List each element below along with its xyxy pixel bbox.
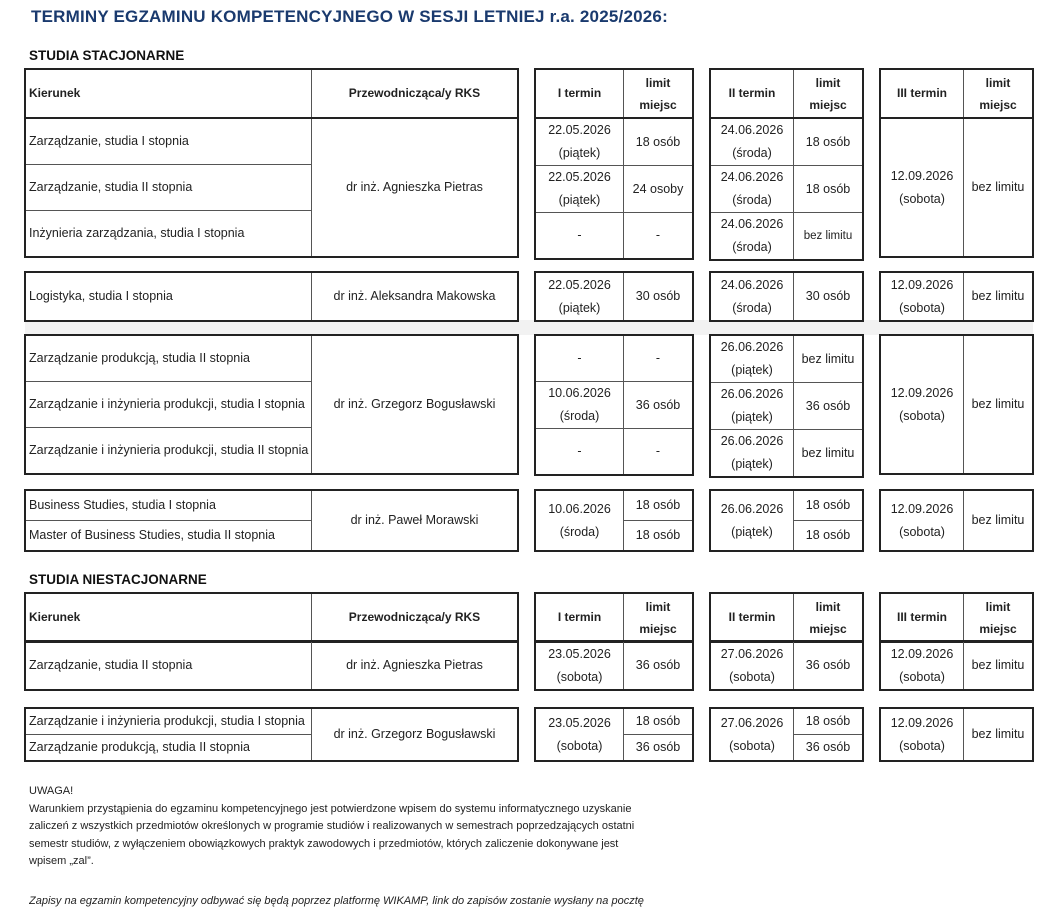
date-cell: 24.06.2026 (środa) — [711, 119, 794, 166]
header-rks: Przewodnicząca/y RKS — [312, 70, 518, 118]
stac-g4-t1 — [535, 490, 693, 551]
kierunek-cell: Zarządzanie i inżynieria produkcji, studia I stopnia — [26, 382, 312, 428]
date-cell: 10.06.2026 (środa) — [536, 382, 624, 429]
niestac-g2-t3 — [880, 708, 1033, 761]
niestac-g2-t1 — [535, 708, 693, 761]
niestac-g1-t1 — [535, 641, 693, 690]
date-cell: - — [536, 429, 624, 475]
section-title-stacjonarne: STUDIA STACJONARNE — [29, 48, 185, 63]
stac-g1-t1 — [535, 118, 693, 259]
rks-cell: dr inż. Grzegorz Bogusławski — [312, 336, 518, 474]
limit-cell: bez limitu — [964, 709, 1033, 761]
uwaga-label: UWAGA! — [29, 785, 74, 797]
niestac-g2-t2 — [710, 708, 863, 761]
date-cell: 12.09.2026 (sobota) — [881, 273, 964, 321]
limit-cell: - — [624, 336, 693, 382]
limit-cell: 36 osób — [794, 642, 863, 690]
limit-cell: - — [624, 213, 693, 259]
limit-cell: 30 osób — [794, 273, 863, 321]
limit-cell: 18 osób — [624, 709, 693, 735]
niestac-t1-header — [535, 593, 693, 642]
limit-cell: 36 osób — [794, 383, 863, 430]
rks-cell: dr inż. Agnieszka Pietras — [312, 119, 518, 257]
kierunek-cell: Zarządzanie, studia I stopnia — [26, 119, 312, 165]
stac-t1-header — [535, 69, 693, 118]
stac-g2-t2 — [710, 272, 863, 321]
header-limit: limit miejsc — [964, 594, 1033, 642]
header-t2: II termin — [711, 594, 794, 642]
kierunek-cell: Zarządzanie i inżynieria produkcji, studia II stopnia — [26, 428, 312, 474]
niestac-g1-t3 — [880, 641, 1033, 690]
date-cell: 26.06.2026 (piątek) — [711, 491, 794, 551]
stac-g4-t2 — [710, 490, 863, 551]
note-line: zaliczeń z wszystkich przedmiotów określonych w programie studiów i realizowanych w semestrach poprzedzających ostatni — [29, 820, 635, 832]
rks-cell: dr inż. Agnieszka Pietras — [312, 642, 518, 690]
limit-cell: bez limitu — [964, 642, 1033, 690]
kierunek-cell: Master of Business Studies, studia II stopnia — [26, 521, 312, 551]
niestac-header-left — [25, 593, 518, 642]
date-cell: - — [536, 336, 624, 382]
stac-g2-left — [25, 272, 518, 321]
header-kierunek: Kierunek — [26, 70, 312, 118]
date-cell: 22.05.2026 (piątek) — [536, 119, 624, 166]
header-limit: limit miejsc — [794, 70, 863, 118]
limit-cell: 18 osób — [624, 521, 693, 551]
section-title-niestacjonarne: STUDIA NIESTACJONARNE — [29, 572, 207, 587]
niestac-g1-t2 — [710, 641, 863, 690]
limit-cell: 30 osób — [624, 273, 693, 321]
kierunek-cell: Zarządzanie, studia II stopnia — [26, 165, 312, 211]
date-cell: 23.05.2026 (sobota) — [536, 642, 624, 690]
limit-cell: 18 osób — [794, 491, 863, 521]
limit-cell: bez limitu — [794, 336, 863, 383]
header-limit: limit miejsc — [624, 594, 693, 642]
stac-g1-left — [25, 118, 518, 257]
date-cell: 12.09.2026 (sobota) — [881, 336, 964, 474]
limit-cell: 36 osób — [624, 642, 693, 690]
header-t2: II termin — [711, 70, 794, 118]
notes-block — [29, 783, 634, 871]
zapisy-note: Zapisy na egzamin kompetencyjny odbywać się będą poprzez platformę WIKAMP, link do zapisów zostanie wysłany na pocztę — [29, 895, 644, 907]
date-cell: 22.05.2026 (piątek) — [536, 166, 624, 213]
limit-cell: bez limitu — [794, 213, 863, 260]
header-limit: limit miejsc — [624, 70, 693, 118]
page-title: TERMINY EGZAMINU KOMPETENCYJNEGO W SESJI LETNIEJ r.a. 2025/2026: — [31, 7, 668, 26]
kierunek-cell: Zarządzanie i inżynieria produkcji, studia I stopnia — [26, 709, 312, 735]
kierunek-cell: Logistyka, studia I stopnia — [26, 273, 312, 321]
limit-cell: 18 osób — [624, 119, 693, 166]
header-limit: limit miejsc — [794, 594, 863, 642]
niestac-g1-left — [25, 641, 518, 690]
date-cell: 22.05.2026 (piątek) — [536, 273, 624, 321]
stac-g4-left — [25, 490, 518, 551]
limit-cell: 18 osób — [794, 521, 863, 551]
stac-t3-header — [880, 69, 1033, 118]
note-line: wpisem „zal”. — [29, 855, 94, 867]
header-rks: Przewodnicząca/y RKS — [312, 594, 518, 642]
limit-cell: 18 osób — [794, 709, 863, 735]
stac-g1-t3 — [880, 118, 1033, 257]
stac-g4-t3 — [880, 490, 1033, 551]
date-cell: 26.06.2026 (piątek) — [711, 430, 794, 477]
stac-g3-t3 — [880, 335, 1033, 474]
date-cell: 12.09.2026 (sobota) — [881, 119, 964, 257]
date-cell: 23.05.2026 (sobota) — [536, 709, 624, 761]
limit-cell: 18 osób — [794, 166, 863, 213]
limit-cell: bez limitu — [964, 491, 1033, 551]
niestac-t2-header — [710, 593, 863, 642]
date-cell: 26.06.2026 (piątek) — [711, 383, 794, 430]
kierunek-cell: Zarządzanie produkcją, studia II stopnia — [26, 735, 312, 761]
stac-g1-t2 — [710, 118, 863, 260]
rks-cell: dr inż. Aleksandra Makowska — [312, 273, 518, 321]
header-t1: I termin — [536, 70, 624, 118]
limit-cell: 36 osób — [624, 735, 693, 761]
header-kierunek: Kierunek — [26, 594, 312, 642]
date-cell: 24.06.2026 (środa) — [711, 166, 794, 213]
niestac-t3-header — [880, 593, 1033, 642]
date-cell: 26.06.2026 (piątek) — [711, 336, 794, 383]
header-t3: III termin — [881, 594, 964, 642]
date-cell: 24.06.2026 (środa) — [711, 213, 794, 260]
date-cell: 27.06.2026 (sobota) — [711, 642, 794, 690]
header-t3: III termin — [881, 70, 964, 118]
kierunek-cell: Zarządzanie produkcją, studia II stopnia — [26, 336, 312, 382]
stac-g2-t3 — [880, 272, 1033, 321]
limit-cell: 24 osoby — [624, 166, 693, 213]
rks-cell: dr inż. Paweł Morawski — [312, 491, 518, 551]
limit-cell: bez limitu — [964, 273, 1033, 321]
note-line: Warunkiem przystąpienia do egzaminu kompetencyjnego jest potwierdzone wpisem do systemu informatycznego uzyskanie — [29, 802, 632, 815]
limit-cell: 36 osób — [624, 382, 693, 429]
date-cell: 12.09.2026 (sobota) — [881, 709, 964, 761]
rks-cell: dr inż. Grzegorz Bogusławski — [312, 709, 518, 761]
date-cell: 27.06.2026 (sobota) — [711, 709, 794, 761]
limit-cell: bez limitu — [794, 430, 863, 477]
limit-cell: 18 osób — [794, 119, 863, 166]
date-cell: 24.06.2026 (środa) — [711, 273, 794, 321]
limit-cell: - — [624, 429, 693, 475]
date-cell: 10.06.2026 (środa) — [536, 491, 624, 551]
stac-header-left — [25, 69, 518, 118]
niestac-g2-left — [25, 708, 518, 761]
kierunek-cell: Business Studies, studia I stopnia — [26, 491, 312, 521]
date-cell: 12.09.2026 (sobota) — [881, 491, 964, 551]
stac-t2-header — [710, 69, 863, 118]
limit-cell: 36 osób — [794, 735, 863, 761]
limit-cell: bez limitu — [964, 336, 1033, 474]
date-cell: - — [536, 213, 624, 259]
stac-g3-t1 — [535, 335, 693, 475]
kierunek-cell: Inżynieria zarządzania, studia I stopnia — [26, 211, 312, 257]
stac-g3-t2 — [710, 335, 863, 477]
limit-cell: 18 osób — [624, 491, 693, 521]
stac-g3-left — [25, 335, 518, 474]
stac-g2-t1 — [535, 272, 693, 321]
header-limit: limit miejsc — [964, 70, 1033, 118]
note-line: semestr studiów, z wyłączeniem obowiązkowych praktyk zawodowych i przedmiotów, których zaliczenie dokonywane jest — [29, 837, 619, 850]
header-t1: I termin — [536, 594, 624, 642]
kierunek-cell: Zarządzanie, studia II stopnia — [26, 642, 312, 690]
limit-cell: bez limitu — [964, 119, 1033, 257]
date-cell: 12.09.2026 (sobota) — [881, 642, 964, 690]
